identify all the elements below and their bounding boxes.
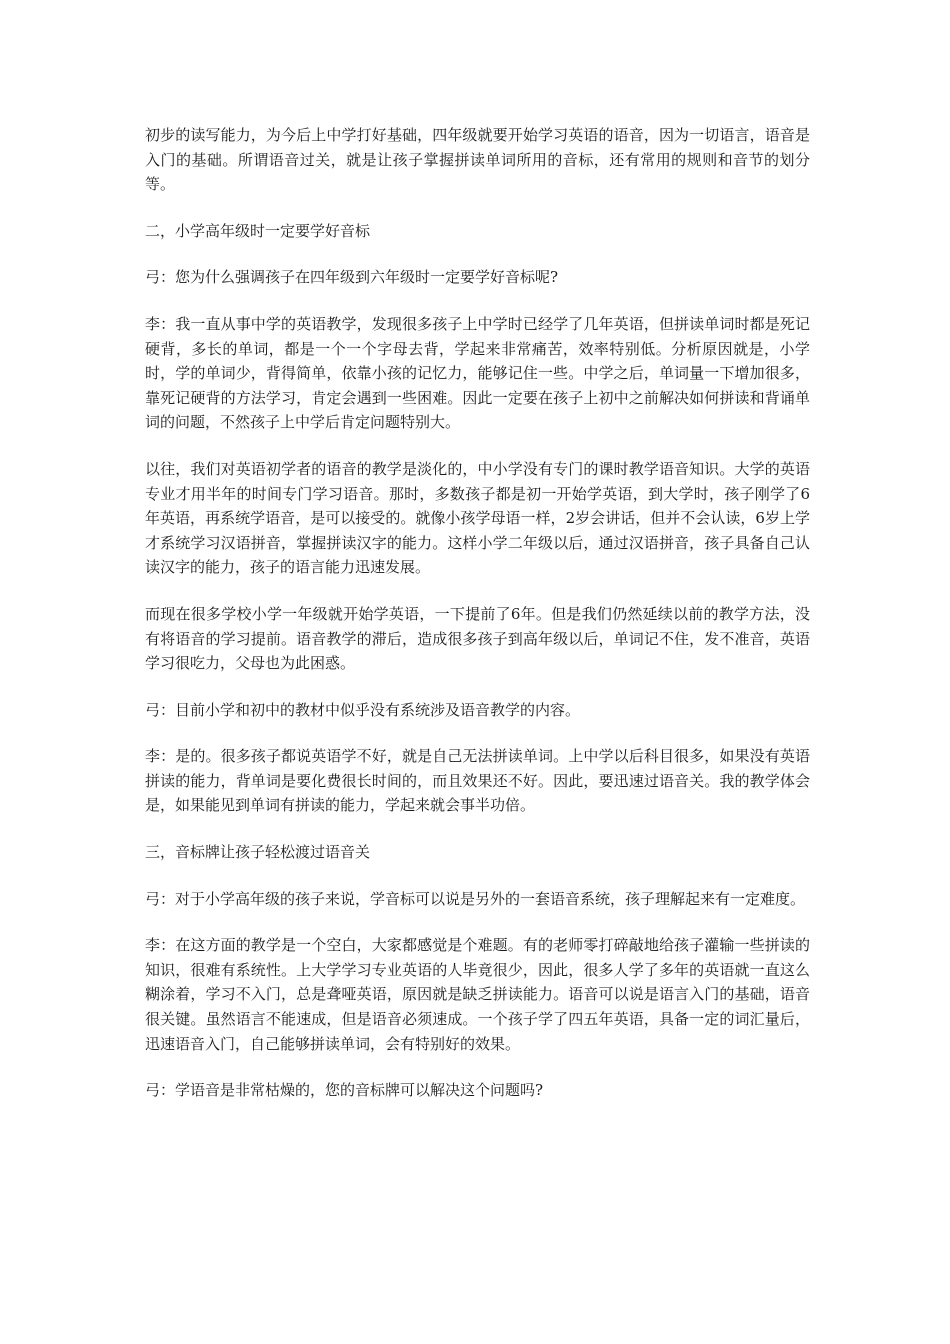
paragraph: 弓：目前小学和初中的教材中似乎没有系统涉及语音教学的内容。 [145, 700, 581, 719]
paragraph: 李：我一直从事中学的英语教学，发现很多孩子上中学时已经学了几年英语，但拼读单词时都是死记硬背，多长的单词，都是一个一个字母去背，学起来非常痛苦，效率特别低。分析原因就是，小学时，学的单词少，背得简单，依靠小孩的记忆力，能够记住一些。中学之后，单词量一下增加很多，靠死记硬背的方法学习，肯定会遇到一些困难。因此一定要在孩子上初中之前解决如何拼读和背诵单词的问题，不然孩子上中学后肯定问题特别大。 [145, 314, 810, 432]
section-heading: 三，音标牌让孩子轻松渡过语音关 [145, 843, 371, 862]
paragraph: 而现在很多学校小学一年级就开始学英语，一下提前了6年。但是我们仍然延续以前的教学方法，没有将语音的学习提前。语音教学的滞后，造成很多孩子到高年级以后，单词记不住，发不准音，英语学习很吃力，父母也为此困惑。 [145, 604, 810, 673]
paragraph: 弓：您为什么强调孩子在四年级到六年级时一定要学好音标呢? [145, 268, 559, 287]
paragraph: 弓：学语音是非常枯燥的，您的音标牌可以解决这个问题吗? [145, 1081, 544, 1100]
document-body [145, 123, 810, 1125]
paragraph: 初步的读写能力，为今后上中学打好基础，四年级就要开始学习英语的语音，因为一切语言，语音是入门的基础。所谓语音过关，就是让孩子掌握拼读单词所用的音标，还有常用的规则和音节的划分等。 [145, 126, 810, 194]
section-heading: 二，小学高年级时一定要学好音标 [145, 221, 371, 240]
paragraph: 以往，我们对英语初学者的语音的教学是淡化的，中小学没有专门的课时教学语音知识。大学的英语专业才用半年的时间专门学习语音。那时，多数孩子都是初一开始学英语，到大学时，孩子刚学了6年英语，再系统学语音，是可以接受的。就像小孩学母语一样，2岁会讲话，但并不会认读，6岁上学才系统学习汉语拼音，掌握拼读汉字的能力。这样小学二年级以后，通过汉语拼音，孩子具备自己认读汉字的能力，孩子的语言能力迅速发展。 [145, 459, 810, 577]
paragraph: 李：是的。很多孩子都说英语学不好，就是自己无法拼读单词。上中学以后科目很多，如果没有英语拼读的能力，背单词是要化费很长时间的，而且效果还不好。因此，要迅速过语音关。我的教学体会是，如果能见到单词有拼读的能力，学起来就会事半功倍。 [145, 747, 810, 815]
paragraph: 李：在这方面的教学是一个空白，大家都感觉是个难题。有的老师零打碎敲地给孩子灌输一些拼读的知识，很难有系统性。上大学学习专业英语的人毕竟很少，因此，很多人学了多年的英语就一直这么糊涂着，学习不入门，总是聋哑英语，原因就是缺乏拼读能力。语音可以说是语言入门的基础，语音很关键。虽然语言不能速成，但是语音必须速成。一个孩子学了四五年英语，具备一定的词汇量后，迅速语音入门，自己能够拼读单词，会有特别好的效果。 [145, 936, 810, 1053]
paragraph: 弓：对于小学高年级的孩子来说，学音标可以说是另外的一套语音系统，孩子理解起来有一定难度。 [145, 889, 806, 908]
